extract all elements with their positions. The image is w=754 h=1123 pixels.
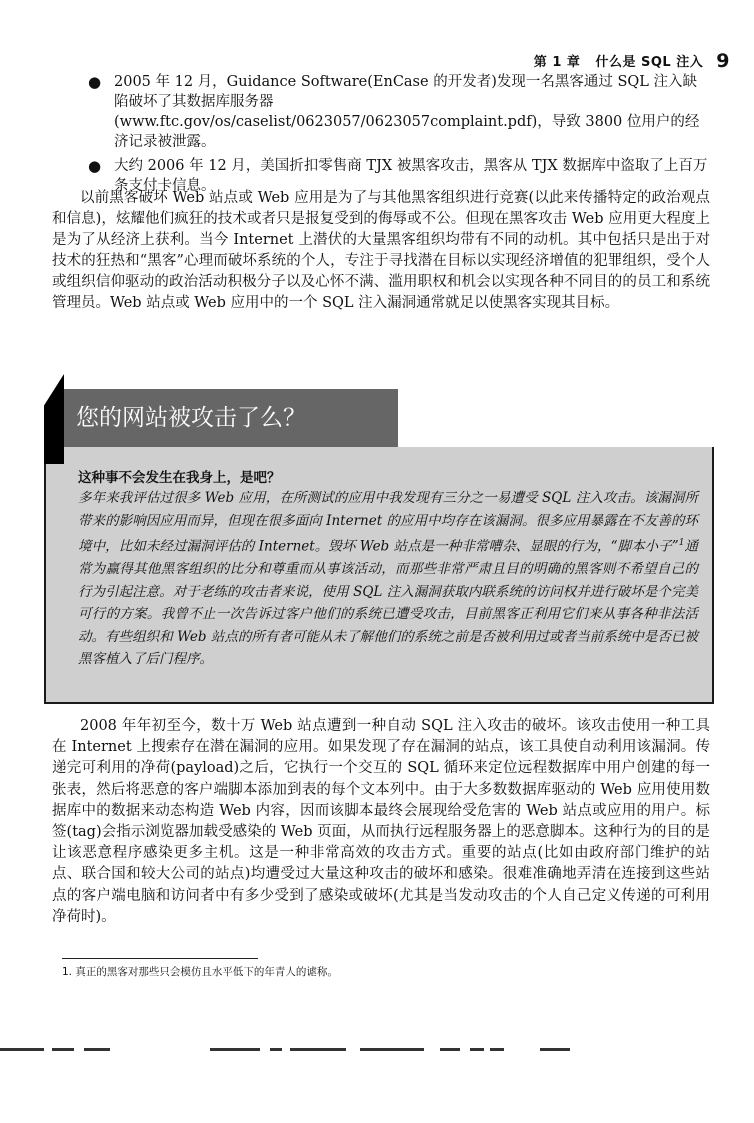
chapter-title: 什么是 SQL 注入 — [595, 55, 704, 70]
bullet-list — [86, 72, 710, 200]
callout-corner-tab — [44, 374, 64, 464]
sidebar-callout — [44, 374, 714, 704]
footnote: 1. 真正的黑客对那些只会模仿且水平低下的年青人的谑称。 — [62, 966, 338, 978]
callout-body — [78, 487, 698, 671]
bullet-icon: ● — [88, 73, 102, 91]
bullet-icon: ● — [88, 157, 102, 175]
callout-title-underlay — [64, 447, 714, 464]
page-number: 9 — [716, 50, 730, 72]
callout-subtitle: 这种事不会发生在我身上，是吧？ — [78, 470, 281, 486]
footnote-ref: 1 — [678, 538, 685, 548]
chapter-label: 第 1 章 — [533, 55, 581, 70]
footnote-divider — [62, 958, 258, 959]
callout-title: 您的网站被攻击了么？ — [64, 389, 398, 447]
list-item-text: 2005 年 12 月，Guidance Software(EnCase 的开发者)发现一名黑客通过 SQL 注入缺陷破坏了其数据库服务器(www.ftc.gov/os/caselist/0623057/0623057complaint.pdf)，导致 3800 位用户的经济记录被泄露。 — [114, 74, 700, 150]
list-item-text: 大约 2006 年 12 月，美国折扣零售商 TJX 被黑客攻击，黑客从 TJX 数据库中盗取了上百万条支付卡信息。 — [114, 158, 708, 194]
callout-body-part2: 通常为赢得其他黑客组织的比分和尊重而从事该活动，而那些非常严肃且目的明确的黑客则不希望自己的行为引起注意。对于老练的攻击者来说，使用 SQL 注入漏洞获取内联系统的访问权并进行破坏是个完美可行的方案。我曾不止一次告诉过客户他们的系统已遭受攻击，目前黑客正利用它们来从事各种非法活动。有些组织和 Web 站点的所有者可能从未了解他们的系统之前是否被利用过或者当前系统中是否已被黑客植入了后门程序。 — [78, 538, 699, 667]
body-paragraph: 以前黑客破坏 Web 站点或 Web 应用是为了与其他黑客组织进行竞赛(以此来传播特定的政治观点和信息)，炫耀他们疯狂的技术或者只是报复受到的侮辱或不公。但现在黑客攻击 Web 应用更大程度上是为了从经济上获利。当今 Internet 上潜伏的大量黑客组织均带有不同的动机。其中包括只是出于对技术的狂热和“黑客”心理而破坏系统的个人，专注于寻找潜在目标以实现经济增值的犯罪组织，受个人或组织信仰驱动的政治活动积极分子以及心怀不满、滥用职权和机会以实现各种不同目的的员工和系统管理员。Web 站点或 Web 应用中的一个 SQL 注入漏洞通常就足以使黑客实现其目标。 — [52, 190, 710, 311]
callout-body-part1: 多年来我评估过很多 Web 应用，在所测试的应用中我发现有三分之一易遭受 SQL 注入攻击。该漏洞所带来的影响因应用而异，但现在很多面向 Internet 的应用中均存在该漏洞。很多应用暴露在不友善的环境中，比如未经过漏洞评估的 Internet。毁坏 Web 站点是一种非常嘈杂、显眼的行为，“脚本小子” — [78, 490, 698, 555]
body-paragraph: 2008 年年初至今，数十万 Web 站点遭到一种自动 SQL 注入攻击的破坏。该攻击使用一种工具在 Internet 上搜索存在潜在漏洞的应用。如果发现了存在漏洞的站点，该工具使自动利用该漏洞。传递完可利用的净荷(payload)之后，它执行一个交互的 SQL 循环来定位远程数据库中用户创建的每一张表，然后将恶意的客户端脚本添加到表的每个文本列中。由于大多数数据库驱动的 Web 应用使用数据库中的数据来动态构造 Web 内容，因而该脚本最终会展现给受危害的 Web 站点或应用的用户。标签(tag)会指示浏览器加载受感染的 Web 页面，从而执行远程服务器上的恶意脚本。这种行为的目的是让该恶意程序感染更多主机。这是一种非常高效的攻击方式。重要的站点(比如由政府部门维护的站点、联合国和较大公司的站点)均遭受过大量这种攻击的破坏和感染。很难准确地弄清在连接到这些站点的客户端电脑和访问者中有多少受到了感染或破坏(尤其是当发动攻击的个人自己定义传递的可利用净荷时)。 — [52, 718, 710, 925]
running-header — [60, 50, 730, 72]
scan-artifact — [0, 1048, 754, 1054]
list-item — [86, 72, 710, 152]
